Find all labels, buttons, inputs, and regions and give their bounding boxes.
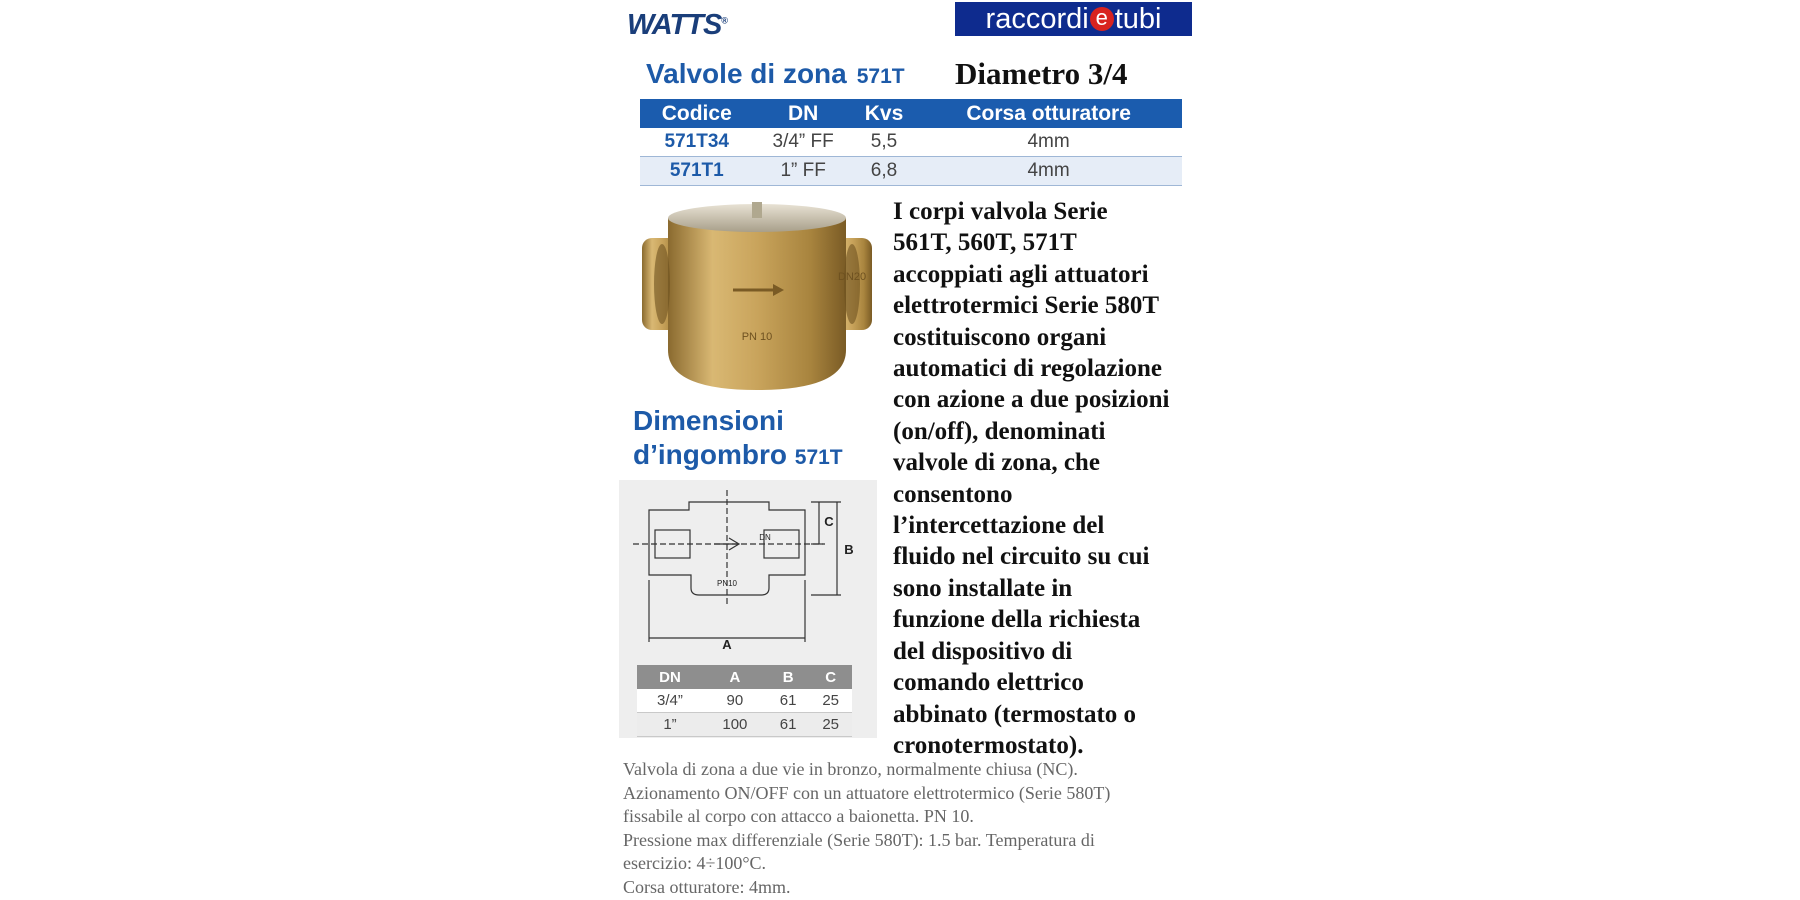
description-line: l’intercettazione del — [893, 512, 1105, 540]
dim-cell: 100 — [703, 713, 767, 737]
description-line: consentono — [893, 480, 1013, 508]
dim-header-dn: DN — [637, 665, 703, 689]
description-line: comando elettrico — [893, 669, 1084, 697]
notes-line: Corsa otturatore: 4mm. — [623, 876, 791, 897]
description-line: abbinato (termostato o — [893, 700, 1137, 728]
header-dn: DN — [754, 99, 853, 128]
dimension-drawing — [619, 480, 877, 660]
description-text — [893, 196, 1193, 761]
dim-header-a: A — [703, 665, 767, 689]
notes-line: Pressione max differenziale (Serie 580T): 1.5 bar. Temperatura di — [623, 829, 1095, 850]
product-title — [646, 58, 905, 90]
description-line: sono installate in — [893, 574, 1073, 602]
header-corsa: Corsa otturatore — [915, 99, 1182, 128]
dim-cell: 3/4” — [637, 689, 703, 713]
description-line: con azione a due posizioni — [893, 386, 1170, 414]
product-name: Valvole di zona — [646, 58, 847, 89]
dimensions-title-line1: Dimensioni — [633, 405, 784, 436]
dim-header-c: C — [809, 665, 852, 689]
description-line: accoppiati agli attuatori — [893, 260, 1149, 288]
spec-table-header — [640, 99, 1182, 128]
cell-dn: 1” FF — [754, 157, 853, 186]
description-line: (on/off), denominati — [893, 417, 1106, 445]
cell-kvs: 6,8 — [853, 157, 915, 186]
label-pn: PN10 — [716, 579, 738, 588]
table-row — [640, 128, 1182, 157]
notes-line: fissabile al corpo con attacco a baionetta. PN 10. — [623, 806, 974, 826]
raccordi-e-tubi-logo — [955, 2, 1192, 36]
dim-cell: 25 — [809, 689, 852, 713]
dim-cell: 1” — [637, 713, 703, 737]
table-row — [637, 713, 852, 737]
description-line: I corpi valvola Serie — [893, 198, 1108, 225]
dim-cell: 90 — [703, 689, 767, 713]
svg-text:PN 10: PN 10 — [741, 331, 773, 343]
description-line: cronotermostato). — [893, 731, 1084, 759]
dimensions-series: 571T — [794, 446, 843, 469]
description-line: 561T, 560T, 571T — [893, 229, 1077, 257]
dimensions-table-header — [637, 665, 852, 689]
notes-line: Valvola di zona a due vie in bronzo, normalmente chiusa (NC). — [623, 759, 1078, 779]
dim-header-b: B — [767, 665, 810, 689]
watts-logo: WATTS® — [627, 9, 727, 41]
description-line: valvole di zona, che — [893, 449, 1100, 477]
logo-word-raccordi: raccordi — [985, 3, 1089, 35]
label-c: C — [824, 514, 834, 529]
description-line: del dispositivo di — [893, 637, 1073, 665]
svg-text:DN20: DN20 — [837, 271, 867, 283]
description-line: elettrotermici Serie 580T — [893, 292, 1160, 320]
spec-table — [640, 99, 1182, 186]
cell-code: 571T1 — [640, 157, 754, 186]
dimensions-table — [637, 665, 852, 737]
watts-logo-text: WATTS — [627, 9, 722, 41]
cell-kvs: 5,5 — [853, 128, 915, 157]
cell-code: 571T34 — [640, 128, 754, 157]
dim-cell: 61 — [767, 689, 810, 713]
notes-line: esercizio: 4÷100°C. — [623, 853, 767, 873]
cell-corsa: 4mm — [915, 128, 1182, 157]
table-row — [637, 689, 852, 713]
description-line: funzione della richiesta — [893, 606, 1141, 634]
product-series: 571T — [856, 65, 905, 88]
dim-cell: 25 — [809, 713, 852, 737]
description-line: automatici di regolazione — [893, 355, 1162, 383]
label-b: B — [844, 542, 854, 557]
table-row — [640, 157, 1182, 186]
valve-photo — [638, 200, 876, 392]
header-kvs: Kvs — [853, 99, 915, 128]
label-dn: DN — [759, 533, 771, 542]
dim-cell: 61 — [767, 713, 810, 737]
header-codice: Codice — [640, 99, 754, 128]
description-line: costituiscono organi — [893, 323, 1107, 351]
dimensions-title — [633, 404, 843, 475]
notes-line: Azionamento ON/OFF con un attuatore elettrotermico (Serie 580T) — [623, 782, 1111, 803]
label-a: A — [722, 637, 732, 652]
cell-dn: 3/4” FF — [754, 128, 853, 157]
diameter-title: Diametro 3/4 — [955, 56, 1128, 91]
cell-corsa: 4mm — [915, 157, 1182, 186]
logo-word-tubi: tubi — [1114, 3, 1162, 35]
technical-notes — [623, 758, 1110, 899]
dimensions-title-line2: d’ingombro — [633, 439, 787, 470]
description-line: fluido nel circuito su cui — [893, 543, 1150, 571]
logo-word-e: e — [1090, 7, 1114, 31]
